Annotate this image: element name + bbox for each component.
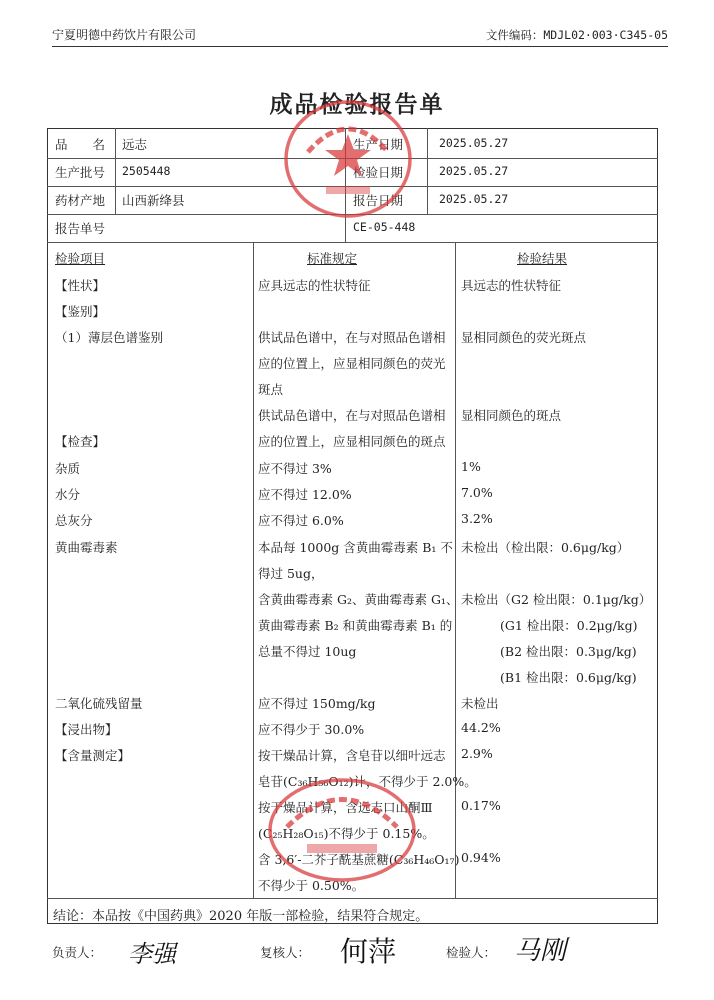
row-item: 黄曲霉毒素 bbox=[55, 540, 118, 555]
row-item: 水分 bbox=[55, 487, 81, 502]
row-result: (G1 检出限：0.2μg/kg) bbox=[500, 618, 638, 633]
row-result: 2.9% bbox=[461, 746, 493, 761]
company-name: 宁夏明德中药饮片有限公司 bbox=[52, 28, 197, 42]
test-date: 2025.05.27 bbox=[439, 164, 509, 178]
row-result: 显相同颜色的荧光斑点 bbox=[461, 330, 587, 345]
origin-value: 山西新绛县 bbox=[122, 193, 185, 208]
column-item: 检验项目 bbox=[55, 251, 106, 266]
production-date-label: 生产日期 bbox=[353, 137, 404, 152]
row-item: 【性状】 bbox=[55, 278, 106, 293]
row-standard: 不得少于 0.50%。 bbox=[258, 878, 365, 893]
production-date: 2025.05.27 bbox=[439, 136, 509, 150]
report-date-label: 报告日期 bbox=[353, 193, 404, 208]
row-standard: 应的位置上，应显相同颜色的荧光 bbox=[258, 356, 446, 371]
report-title: 成品检验报告单 bbox=[269, 91, 445, 118]
row-result: 0.17% bbox=[461, 798, 501, 813]
row-item: 【浸出物】 bbox=[55, 722, 118, 737]
row-result: 1% bbox=[461, 459, 481, 474]
reviewer-signature: 何萍 bbox=[340, 935, 397, 968]
quality-department-stamp bbox=[278, 92, 418, 226]
row-result: 44.2% bbox=[461, 720, 501, 735]
row-standard: 供试品色谱中，在与对照品色谱相 bbox=[258, 330, 446, 345]
page-header bbox=[52, 26, 668, 47]
row-item: 【含量测定】 bbox=[55, 748, 131, 763]
row-item: 总灰分 bbox=[55, 513, 93, 528]
test-date-label: 检验日期 bbox=[353, 165, 404, 180]
row-standard: 应不得过 150mg/kg bbox=[258, 696, 376, 711]
row-standard: 应不得过 3% bbox=[258, 461, 332, 476]
row-standard: 黄曲霉毒素 B₂ 和黄曲霉毒素 B₁ 的 bbox=[258, 618, 453, 633]
row-standard: 应不得过 6.0% bbox=[258, 513, 344, 528]
row-result: 未检出 bbox=[461, 696, 499, 711]
column-result: 检验结果 bbox=[517, 251, 568, 266]
conclusion: 结论：本品按《中国药典》2020 年版一部检验，结果符合规定。 bbox=[53, 909, 429, 924]
row-item: 【检查】 bbox=[55, 434, 106, 449]
report-number: CE-05-448 bbox=[353, 220, 416, 234]
row-standard: 应不得少于 30.0% bbox=[258, 722, 365, 737]
row-standard: 应不得过 12.0% bbox=[258, 487, 352, 502]
row-result: 0.94% bbox=[461, 850, 501, 865]
origin-label: 药材产地 bbox=[55, 193, 106, 208]
row-item: （1）薄层色谱鉴别 bbox=[55, 330, 163, 345]
row-standard: 含黄曲霉毒素 G₂、黄曲霉毒素 G₁、 bbox=[258, 592, 459, 607]
report-date: 2025.05.27 bbox=[439, 192, 509, 206]
row-standard: 按干燥品计算，含皂苷以细叶远志 bbox=[258, 748, 446, 763]
row-standard: 应的位置上，应显相同颜色的斑点 bbox=[258, 434, 446, 449]
row-standard: 应具远志的性状特征 bbox=[258, 278, 371, 293]
row-standard: 皂苷(C₃₆H₅₆O₁₂)计，不得少于 2.0%。 bbox=[258, 774, 477, 789]
row-standard: (C₂₅H₂₈O₁₅)不得少于 0.15%。 bbox=[258, 826, 435, 841]
inspector-signature: 马刚 bbox=[514, 936, 567, 966]
inspector-label: 检验人： bbox=[446, 945, 497, 960]
quality-inspection-stamp bbox=[262, 772, 422, 890]
row-result: 7.0% bbox=[461, 485, 493, 500]
batch-number: 2505448 bbox=[122, 164, 171, 178]
batch-label: 生产批号 bbox=[55, 165, 106, 180]
row-result: 显相同颜色的斑点 bbox=[461, 408, 562, 423]
row-standard: 供试品色谱中，在与对照品色谱相 bbox=[258, 408, 446, 423]
row-standard: 本品每 1000g 含黄曲霉毒素 B₁ 不 bbox=[258, 540, 453, 555]
row-result: 具远志的性状特征 bbox=[461, 278, 562, 293]
row-result: 未检出（检出限：0.6μg/kg） bbox=[461, 540, 630, 555]
row-standard: 得过 5ug， bbox=[258, 566, 324, 581]
row-standard: 总量不得过 10ug bbox=[258, 644, 357, 659]
reviewer-label: 复核人： bbox=[260, 945, 311, 960]
product-name: 远志 bbox=[122, 137, 148, 152]
row-item: 二氧化硫残留量 bbox=[55, 696, 143, 711]
name-label: 品 名 bbox=[55, 137, 106, 152]
row-result: (B2 检出限：0.3μg/kg) bbox=[500, 644, 637, 659]
row-standard: 按干燥品计算，含远志口山酮Ⅲ bbox=[258, 800, 433, 815]
column-standard: 标准规定 bbox=[307, 251, 358, 266]
row-item: 杂质 bbox=[55, 461, 81, 476]
responsible-label: 负责人： bbox=[52, 945, 103, 960]
document-number: 文件编码：MDJL02·003·C345-05 bbox=[485, 28, 668, 42]
responsible-signature: 李强 bbox=[128, 940, 176, 968]
report-no-label: 报告单号 bbox=[55, 221, 106, 236]
row-standard: 含 3,6′-二芥子酰基蔗糖(C₃₆H₄₆O₁₇) bbox=[258, 852, 460, 867]
row-result: 未检出（G2 检出限：0.1μg/kg） bbox=[461, 592, 652, 607]
row-result: (B1 检出限：0.6μg/kg) bbox=[500, 670, 637, 685]
row-standard: 斑点 bbox=[258, 382, 284, 397]
row-item: 【鉴别】 bbox=[55, 304, 106, 319]
row-result: 3.2% bbox=[461, 511, 493, 526]
